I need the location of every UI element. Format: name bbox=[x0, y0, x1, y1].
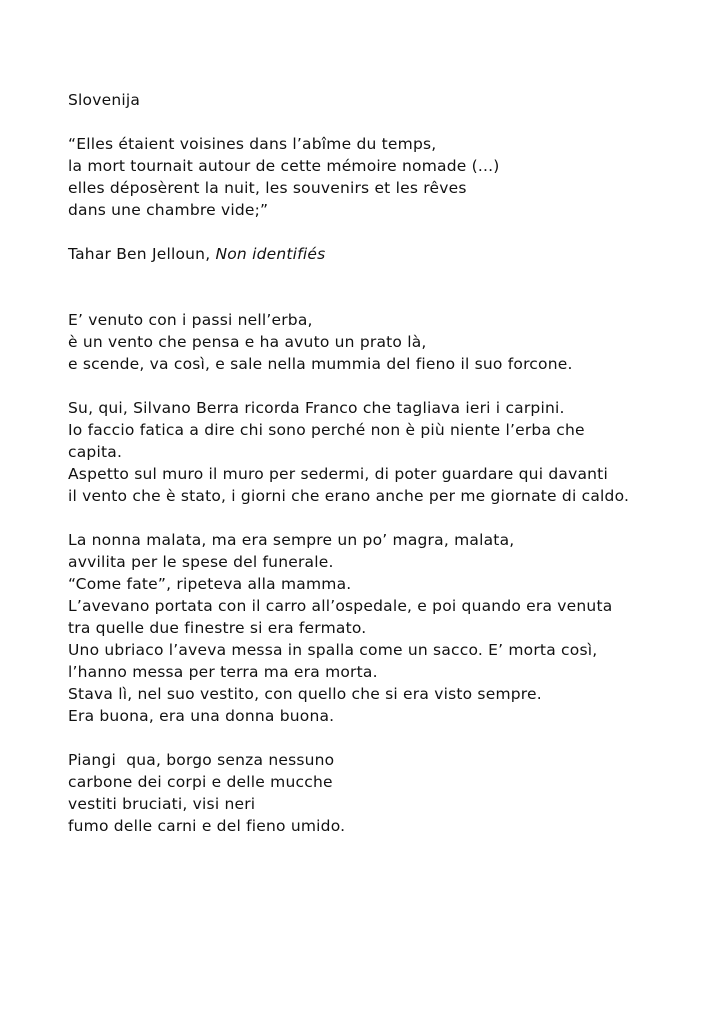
attribution-author: Tahar Ben Jelloun, bbox=[68, 245, 216, 263]
epigraph-line: dans une chambre vide;” bbox=[68, 201, 269, 219]
attribution-work: Non identifiés bbox=[215, 245, 326, 263]
spacer bbox=[68, 507, 708, 529]
verse-line: Su, qui, Silvano Berra ricorda Franco che tagliava ieri i carpini. bbox=[68, 399, 565, 417]
verse-line: Uno ubriaco l’aveva messa in spalla come un sacco. E’ morta così, bbox=[68, 641, 598, 659]
epigraph-line: elles déposèrent la nuit, les souvenirs et les rêves bbox=[68, 179, 467, 197]
poem-title: Slovenija bbox=[68, 91, 141, 109]
verse-line: il vento che è stato, i giorni che erano anche per me giornate di caldo. bbox=[68, 487, 630, 505]
verse-line: è un vento che pensa e ha avuto un prato là, bbox=[68, 333, 427, 351]
verse-line: L’avevano portata con il carro all’ospedale, e poi quando era venuta bbox=[68, 597, 613, 615]
stanza-3 bbox=[68, 529, 708, 727]
spacer bbox=[68, 111, 708, 133]
verse-line: vestiti bruciati, visi neri bbox=[68, 795, 256, 813]
verse-line: Era buona, era una donna buona. bbox=[68, 707, 335, 725]
verse-line: tra quelle due finestre si era fermato. bbox=[68, 619, 367, 637]
epigraph-attribution bbox=[68, 243, 708, 265]
epigraph-line: la mort tournait autour de cette mémoire nomade (...) bbox=[68, 157, 500, 175]
verse-line: capita. bbox=[68, 443, 123, 461]
verse-line: carbone dei corpi e delle mucche bbox=[68, 773, 333, 791]
verse-line: La nonna malata, ma era sempre un po’ magra, malata, bbox=[68, 531, 515, 549]
verse-line: Io faccio fatica a dire chi sono perché non è più niente l’erba che bbox=[68, 421, 585, 439]
spacer bbox=[68, 265, 708, 309]
stanza-2 bbox=[68, 397, 708, 507]
verse-line: l’hanno messa per terra ma era morta. bbox=[68, 663, 378, 681]
spacer bbox=[68, 221, 708, 243]
verse-line: Aspetto sul muro il muro per sedermi, di poter guardare qui davanti bbox=[68, 465, 608, 483]
spacer bbox=[68, 375, 708, 397]
epigraph-line: “Elles étaient voisines dans l’abîme du temps, bbox=[68, 135, 437, 153]
verse-line: Piangi qua, borgo senza nessuno bbox=[68, 751, 335, 769]
verse-line: fumo delle carni e del fieno umido. bbox=[68, 817, 346, 835]
stanza-1 bbox=[68, 309, 708, 375]
spacer bbox=[68, 727, 708, 749]
verse-line: avvilita per le spese del funerale. bbox=[68, 553, 334, 571]
stanza-4 bbox=[68, 749, 708, 837]
verse-line: E’ venuto con i passi nell’erba, bbox=[68, 311, 313, 329]
verse-line: “Come fate”, ripeteva alla mamma. bbox=[68, 575, 352, 593]
verse-line: Stava lì, nel suo vestito, con quello che si era visto sempre. bbox=[68, 685, 542, 703]
verse-line: e scende, va così, e sale nella mummia del fieno il suo forcone. bbox=[68, 355, 573, 373]
poem-text-block bbox=[68, 89, 708, 837]
epigraph bbox=[68, 133, 708, 265]
